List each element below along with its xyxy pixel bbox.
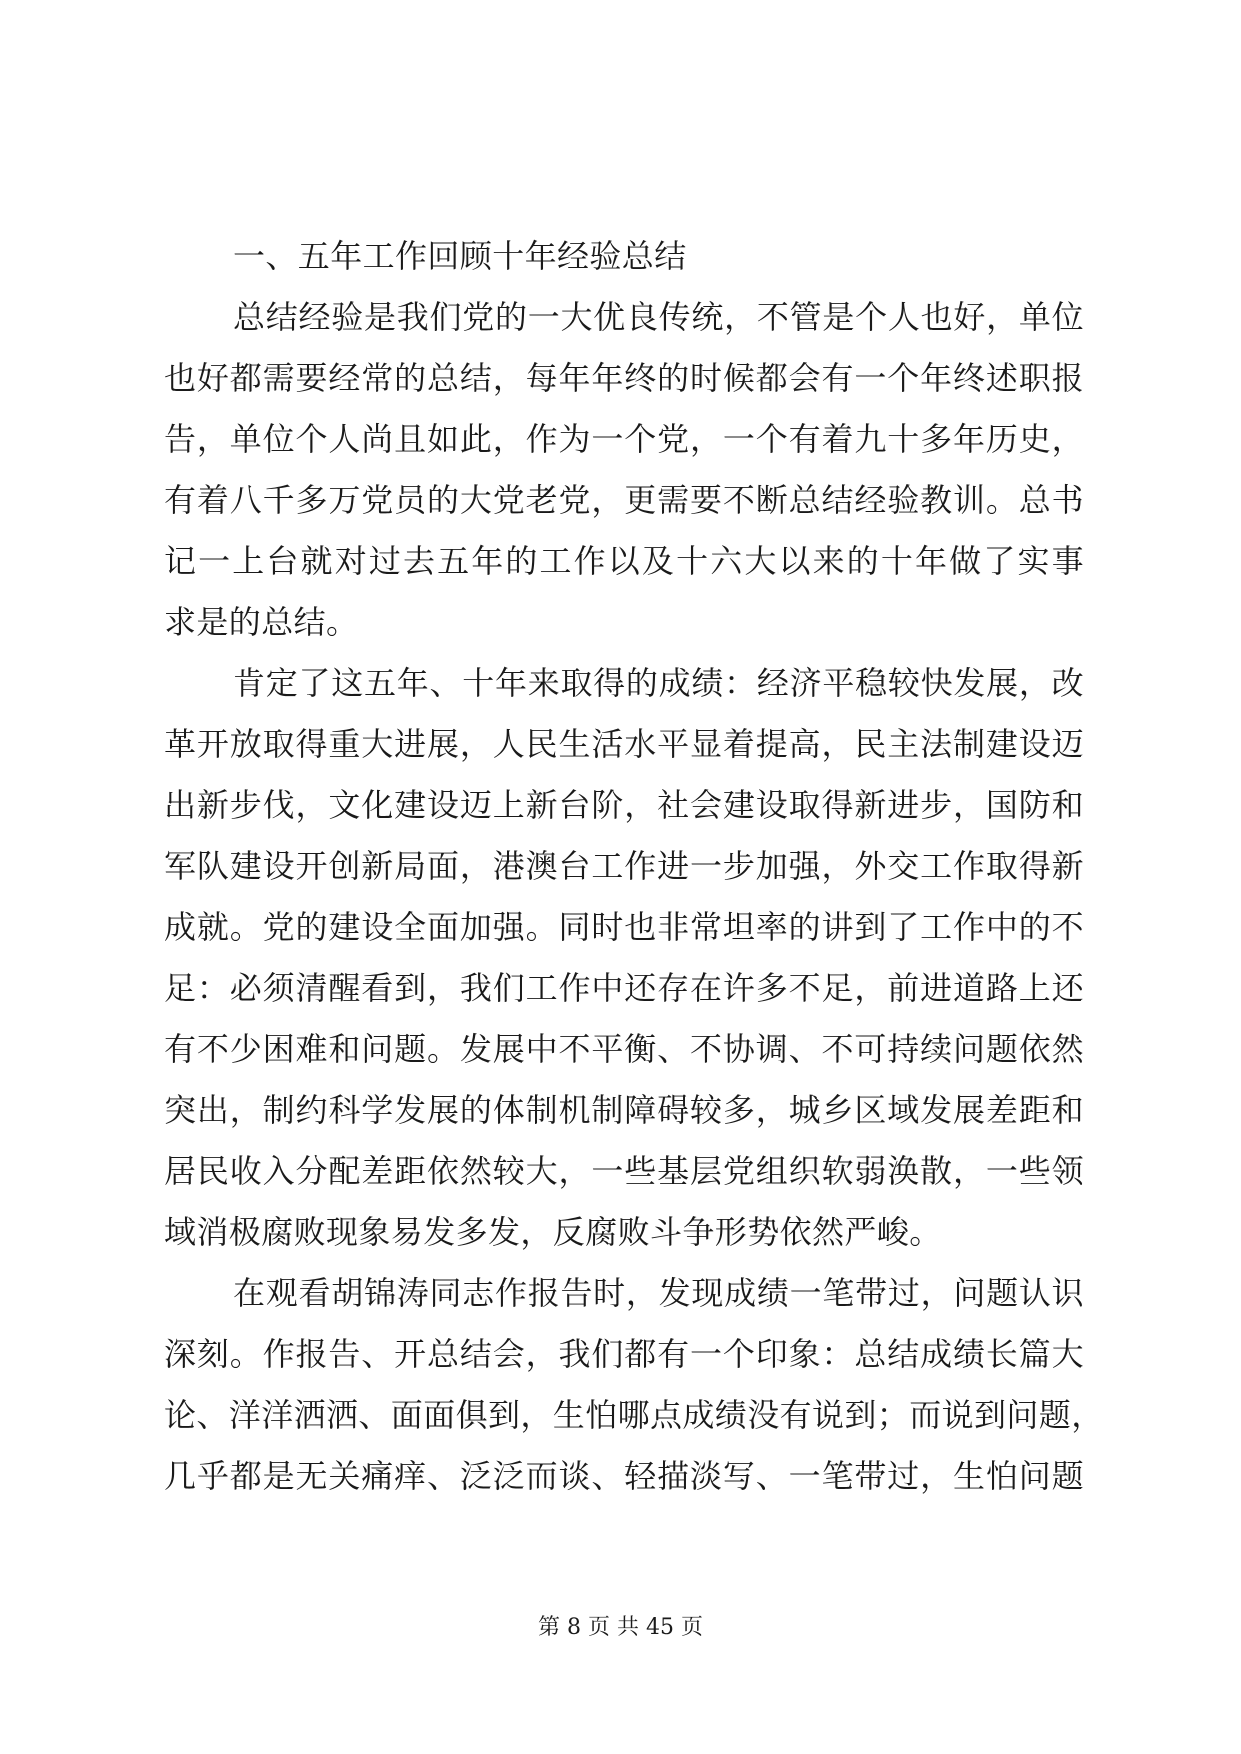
text-line: 成就。党的建设全面加强。同时也非常坦率的讲到了工作中的不 <box>164 908 1084 946</box>
text-line: 足：必须清醒看到，我们工作中还存在许多不足，前进道路上还 <box>164 969 1084 1007</box>
text-line: 有不少困难和问题。发展中不平衡、不协调、不可持续问题依然 <box>164 1030 1084 1068</box>
page-footer: 第 8 页 共 45 页 <box>538 1615 703 1640</box>
text-line: 域消极腐败现象易发多发，反腐败斗争形势依然严峻。 <box>164 1213 942 1251</box>
text-line: 总结经验是我们党的一大优良传统，不管是个人也好，单位 <box>233 298 1084 336</box>
section-heading: 一、五年工作回顾十年经验总结 <box>233 237 687 275</box>
text-line: 论、洋洋洒洒、面面俱到，生怕哪点成绩没有说到；而说到问题， <box>164 1396 1104 1434</box>
text-line: 记一上台就对过去五年的工作以及十六大以来的十年做了实事 <box>164 542 1084 580</box>
document-body <box>164 226 1104 1507</box>
text-line: 有着八千多万党员的大党老党，更需要不断总结经验教训。总书 <box>164 481 1084 519</box>
text-line: 出新步伐，文化建设迈上新台阶，社会建设取得新进步，国防和 <box>164 786 1084 824</box>
text-line: 肯定了这五年、十年来取得的成绩：经济平稳较快发展，改 <box>233 664 1084 702</box>
text-line: 在观看胡锦涛同志作报告时，发现成绩一笔带过，问题认识 <box>233 1274 1084 1312</box>
text-line: 也好都需要经常的总结，每年年终的时候都会有一个年终述职报 <box>164 359 1084 397</box>
text-line: 几乎都是无关痛痒、泛泛而谈、轻描淡写、一笔带过，生怕问题 <box>164 1457 1084 1495</box>
text-line: 告，单位个人尚且如此，作为一个党，一个有着九十多年历史， <box>164 420 1084 458</box>
text-line: 居民收入分配差距依然较大，一些基层党组织软弱涣散，一些领 <box>164 1152 1084 1190</box>
text-line: 求是的总结。 <box>164 603 359 641</box>
text-line: 深刻。作报告、开总结会，我们都有一个印象：总结成绩长篇大 <box>164 1335 1084 1373</box>
text-line: 突出，制约科学发展的体制机制障碍较多，城乡区域发展差距和 <box>164 1091 1084 1129</box>
text-line: 军队建设开创新局面，港澳台工作进一步加强，外交工作取得新 <box>164 847 1084 885</box>
text-line: 革开放取得重大进展，人民生活水平显着提高，民主法制建设迈 <box>164 725 1084 763</box>
